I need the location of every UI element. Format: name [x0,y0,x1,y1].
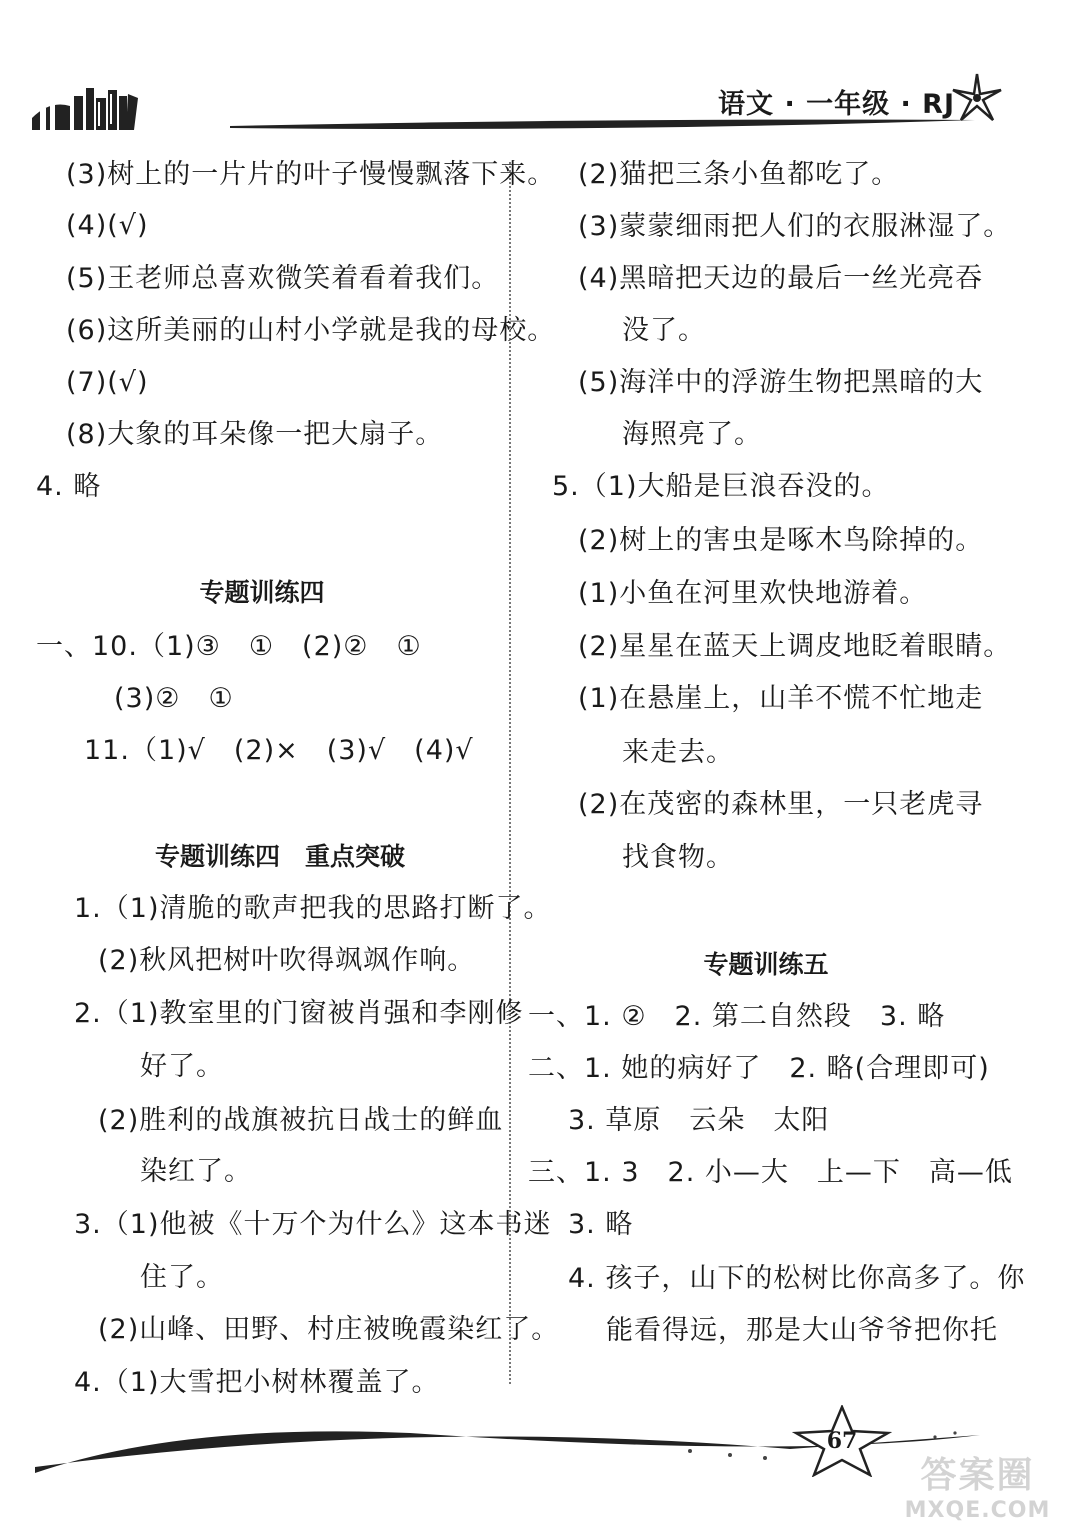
answer-line: (4)黑暗把天边的最后一丝光亮吞 [578,263,984,294]
answer-line: (1)小鱼在河里欢快地游着。 [578,578,928,609]
answer-line: (2)胜利的战旗被抗日战士的鲜血 [98,1105,504,1136]
section-title: 专题训练四 重点突破 [154,842,406,871]
section-title: 专题训练四 [199,578,325,607]
answer-line: (7)(√) [66,367,149,398]
answer-line: (3)② ① [114,683,234,714]
answer-line: 一、1. ② 2. 第二自然段 3. 略 [528,1001,946,1032]
header-swoosh-line [230,112,980,142]
answer-line: 来走去。 [622,737,734,768]
answer-line: (2)在茂密的森林里，一只老虎寻 [578,789,984,820]
answer-line: (5)海洋中的浮游生物把黑暗的大 [578,367,984,398]
answer-line: (2)猫把三条小鱼都吃了。 [578,159,900,190]
answer-line: (1)在悬崖上，山羊不慌不忙地走 [578,683,984,714]
answer-line: 二、1. 她的病好了 2. 略(合理即可) [528,1053,990,1084]
answer-line: 3.（1)他被《十万个为什么》这本书迷 [74,1209,552,1240]
subject-grade-title: 语文 · 一年级 · RJ [718,89,955,120]
answer-line: (3)蒙蒙细雨把人们的衣服淋湿了。 [578,211,1012,242]
answer-line: 三、1. 3 2. 小—大 上—下 高—低 [528,1157,1013,1188]
answer-line: (2)星星在蓝天上调皮地眨着眼睛。 [578,631,1012,662]
answer-line: 4. 略 [36,471,102,502]
answer-line: 能看得远，那是大山爷爷把你托 [606,1315,998,1346]
answer-line: 2.（1)教室里的门窗被肖强和李刚修 [74,998,524,1029]
answer-line: (2)秋风把树叶吹得飒飒作响。 [98,945,476,976]
answer-line: 5.（1)大船是巨浪吞没的。 [552,471,890,502]
watermark-text: 答案圈 [920,1455,1035,1496]
answer-line: 海照亮了。 [622,419,762,450]
page-number: 67 [826,1428,858,1454]
books-decoration-icon [30,78,140,136]
answer-line: 好了。 [140,1051,224,1082]
answer-line: 3. 略 [568,1209,634,1240]
watermark-url: MXQE.COM [904,1498,1051,1523]
answer-line: (5)王老师总喜欢微笑着看着我们。 [66,263,500,294]
answer-line: 4. 孩子，山下的松树比你高多了。你 [568,1263,1026,1294]
answer-line: (2)山峰、田野、村庄被晚霞染红了。 [98,1314,560,1345]
answer-line: (2)树上的害虫是啄木鸟除掉的。 [578,525,984,556]
answer-line: 找食物。 [622,842,734,873]
answer-line: 1.（1)清脆的歌声把我的思路打断了。 [74,893,552,924]
answer-line: 染红了。 [140,1156,252,1187]
section-title: 专题训练五 [703,950,829,979]
answer-line: 11.（1)√ (2)× (3)√ (4)√ [84,735,474,766]
answer-line: (3)树上的一片片的叶子慢慢飘落下来。 [66,159,556,190]
answer-line: 3. 草原 云朵 太阳 [568,1105,830,1136]
answer-line: 一、10.（1)③ ① (2)② ① [36,631,422,662]
answer-line: (8)大象的耳朵像一把大扇子。 [66,419,444,450]
answer-line: (4)(√) [66,210,149,241]
watermark-logo [895,1455,1060,1530]
answer-line: 住了。 [140,1262,224,1293]
answer-line: 4.（1)大雪把小树林覆盖了。 [74,1367,440,1398]
answer-line: 没了。 [622,315,706,346]
answer-line: (6)这所美丽的山村小学就是我的母校。 [66,315,556,346]
